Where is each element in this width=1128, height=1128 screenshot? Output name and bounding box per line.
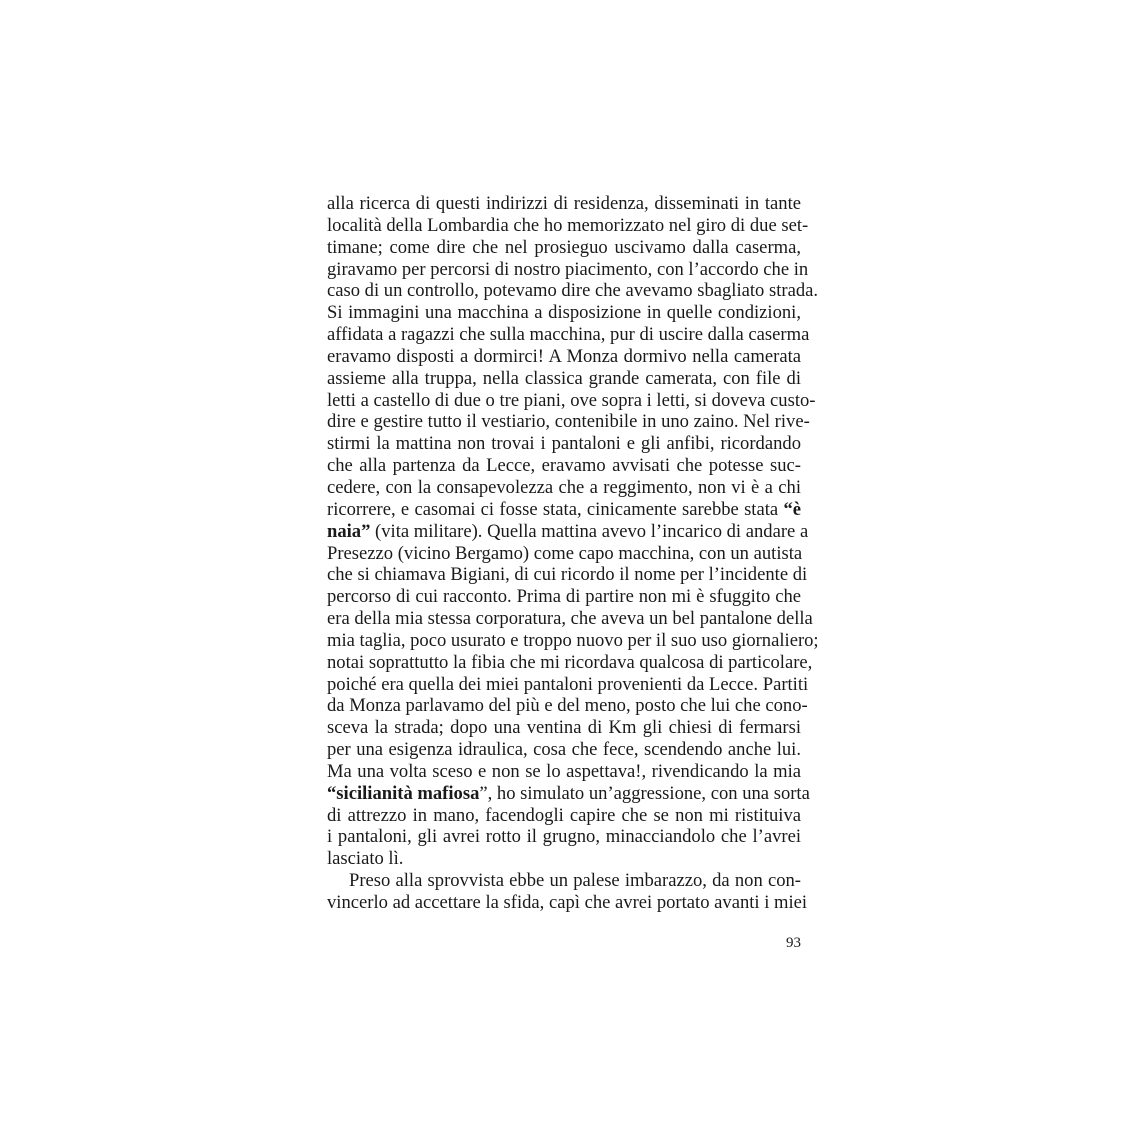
bold-text: “è bbox=[783, 498, 801, 520]
text-line bbox=[327, 302, 801, 324]
text-segment: Presezzo (vicino Bergamo) come capo macchina, con un autista bbox=[327, 542, 803, 564]
text-line bbox=[327, 346, 801, 368]
text-line bbox=[327, 214, 809, 237]
body-text bbox=[327, 193, 819, 914]
text-segment: che si chiamava Bigiani, di cui ricordo il nome per l’incidente di bbox=[327, 564, 808, 586]
text-segment: di attrezzo in mano, facendogli capire che se non mi ristituiva bbox=[327, 804, 801, 826]
text-segment: Ma una volta sceso e non se lo aspettava!, rivendicando la mia bbox=[327, 760, 801, 782]
text-segment: timane; come dire che nel prosieguo uscivamo dalla caserma, bbox=[327, 236, 801, 258]
text-segment: poiché era quella dei miei pantaloni provenienti da Lecce. Partiti bbox=[327, 673, 809, 695]
text-segment: eravamo disposti a dormirci! A Monza dormivo nella camerata bbox=[327, 345, 801, 367]
text-line bbox=[327, 499, 801, 521]
text-segment: da Monza parlavamo del più e del meno, posto che lui che cono- bbox=[327, 695, 808, 717]
text-line bbox=[327, 651, 813, 674]
text-line bbox=[327, 695, 808, 717]
text-line bbox=[327, 761, 801, 783]
paragraph bbox=[327, 193, 819, 870]
text-segment: che alla partenza da Lecce, eravamo avvisati che potesse suc- bbox=[327, 455, 801, 477]
text-line bbox=[327, 368, 801, 390]
text-segment: notai soprattutto la fibia che mi ricordava qualcosa di particolare, bbox=[327, 651, 813, 673]
text-line bbox=[327, 673, 809, 696]
text-line bbox=[327, 805, 801, 827]
text-segment: mia taglia, poco usurato e troppo nuovo per il suo uso giornaliero; bbox=[327, 629, 819, 651]
text-line bbox=[327, 608, 813, 630]
text-segment: per una esigenza idraulica, cosa che fece, scendendo anche lui. bbox=[327, 739, 801, 761]
text-line bbox=[327, 564, 808, 586]
text-line bbox=[327, 280, 819, 302]
text-segment: cedere, con la consapevolezza che a reggimento, non vi è a chi bbox=[327, 476, 801, 498]
text-line bbox=[327, 782, 810, 805]
text-segment: (vita militare). Quella mattina avevo l’incarico di andare a bbox=[370, 520, 809, 542]
text-segment: dire e gestire tutto il vestiario, contenibile in uno zaino. Nel rive- bbox=[327, 411, 810, 433]
text-segment: caso di un controllo, potevamo dire che avevamo sbagliato strada. bbox=[327, 280, 819, 302]
text-segment: lasciato lì. bbox=[327, 848, 404, 870]
text-segment: località della Lombardia che ho memorizzato nel giro di due set- bbox=[327, 214, 809, 236]
text-segment: percorso di cui racconto. Prima di partire non mi è sfuggito che bbox=[327, 586, 801, 608]
text-line bbox=[327, 389, 816, 412]
text-segment: assieme alla truppa, nella classica grande camerata, con file di bbox=[327, 367, 801, 389]
text-segment: letti a castello di due o tre piani, ove sopra i letti, si doveva custo- bbox=[327, 389, 816, 411]
text-segment: era della mia stessa corporatura, che aveva un bel pantalone della bbox=[327, 608, 813, 630]
text-line bbox=[327, 433, 801, 455]
text-line bbox=[327, 739, 801, 761]
text-segment: ricorrere, e casomai ci fosse stata, cinicamente sarebbe stata bbox=[327, 498, 784, 520]
text-segment: Si immagini una macchina a disposizione in quelle condizioni, bbox=[327, 302, 801, 324]
text-line bbox=[327, 193, 801, 215]
text-line bbox=[327, 258, 809, 281]
text-line bbox=[327, 237, 801, 259]
text-segment: affidata a ragazzi che sulla macchina, pur di uscire dalla caserma bbox=[327, 324, 810, 346]
text-line bbox=[327, 324, 810, 346]
text-line bbox=[327, 717, 801, 739]
text-line bbox=[327, 411, 810, 433]
text-line bbox=[327, 520, 809, 543]
paragraph bbox=[327, 870, 808, 914]
text-segment: Preso alla sprovvista ebbe un palese imbarazzo, da non con- bbox=[349, 870, 801, 892]
text-line bbox=[327, 629, 819, 652]
text-segment: sceva la strada; dopo una ventina di Km gli chiesi di fermarsi bbox=[327, 717, 801, 739]
page-number: 93 bbox=[786, 935, 801, 951]
text-line bbox=[327, 870, 801, 892]
bold-text: naia” bbox=[327, 520, 371, 542]
text-segment: i pantaloni, gli avrei rotto il grugno, minacciandolo che l’avrei bbox=[327, 826, 801, 848]
text-segment: stirmi la mattina non trovai i pantaloni e gli anfibi, ricordando bbox=[327, 433, 801, 455]
text-line bbox=[327, 892, 808, 914]
text-segment: vincerlo ad accettare la sfida, capì che avrei portato avanti i miei bbox=[327, 892, 808, 913]
text-segment: giravamo per percorsi di nostro piacimento, con l’accordo che in bbox=[327, 258, 809, 280]
text-line bbox=[327, 543, 801, 565]
bold-text: “sicilianità mafiosa bbox=[327, 782, 480, 804]
text-line bbox=[327, 826, 801, 848]
text-line bbox=[327, 848, 801, 870]
text-segment: alla ricerca di questi indirizzi di residenza, disseminati in tante bbox=[327, 193, 801, 214]
text-line bbox=[327, 455, 801, 477]
text-line bbox=[327, 586, 801, 608]
text-segment: ”, ho simulato un’aggressione, con una sorta bbox=[479, 782, 810, 804]
text-line bbox=[327, 477, 801, 499]
